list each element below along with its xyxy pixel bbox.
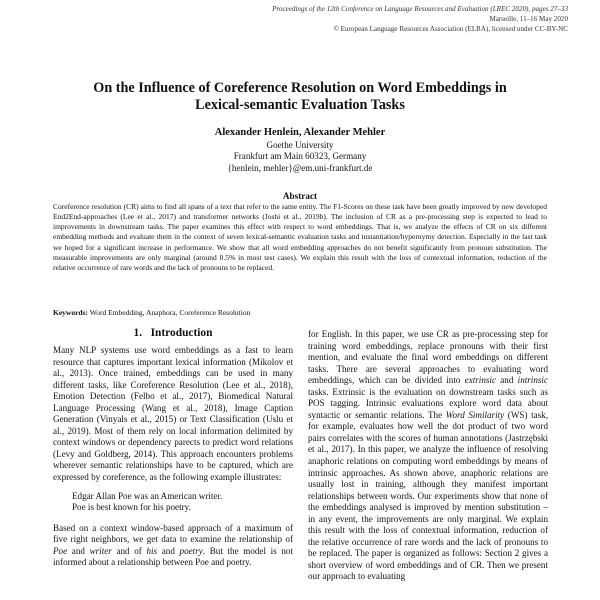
paragraph-2: Based on a context window-based approach of a maximum of five right neighbors, we get data to examine the relationship of Poe and writer and of his and poetry. But the model is not informed about a relationship between Poe and poetry. bbox=[53, 522, 293, 568]
university: Goethe University bbox=[266, 140, 334, 150]
email: {henlein, mehler}@em.uni-frankfurt.de bbox=[227, 162, 373, 173]
header-line-1: Proceedings of the 12th Conference on Language Resources and Evaluation (LREC 2020), pages 27–33 bbox=[272, 5, 568, 13]
section-title: Introduction bbox=[150, 327, 213, 339]
left-column bbox=[53, 345, 293, 569]
example-line-2: Poe is best known for his poetry. bbox=[72, 502, 191, 513]
example-block bbox=[53, 491, 293, 514]
paragraph-right: for English. In this paper, we use CR as pre-processing step for training word embeddings, replace pronouns with their first mention, and evaluate the final word embeddings on different tasks. There are several approaches to evaluating word embeddings, which can be divided into extrinsic and intrinsic tasks. Extrinsic is the evaluation on downstream tasks such as POS tagging. Intrinsic evaluations explore word data about syntactic or semantic relations. The Word Similarity (WS) task, for example, evaluates how well the dot product of two word pairs correlates with the scores of human annotations (Jastrzębski et al., 2017). In this paper, we analyze the influence of resolving anaphoric relations on computing word embeddings by means of intrinsic approaches. As shown above, anaphoric relations are usually lost in training, although they manifest important relationships between words. Our experiments show that none of the embeddings analysed is improved by mention substitution – in any event, the improvements are only marginal. We explain this result with the loss of contextual information, reduction of the relative occurrence of rare words and the lack of pronouns to be replaced. The paper is organized as follows: Section 2 gives a short overview of word embeddings and of CR. Then we present our approach to evaluating bbox=[308, 329, 548, 582]
title-line-2: Lexical-semantic Evaluation Tasks bbox=[195, 97, 405, 113]
header-line-3: © European Language Resources Association (ELRA), licensed under CC-BY-NC bbox=[333, 25, 568, 34]
example-line-1: Edgar Allan Poe was an American writer. bbox=[72, 490, 223, 501]
proceedings-header bbox=[272, 4, 568, 35]
section-number: 1. bbox=[133, 327, 143, 339]
right-column bbox=[308, 329, 548, 583]
affiliation bbox=[100, 140, 500, 174]
keywords-text: Word Embedding, Anaphora, Coreference Resolution bbox=[89, 308, 251, 317]
city: Frankfurt am Main 60323, Germany bbox=[233, 151, 367, 162]
paragraph-1: Many NLP systems use word embeddings as a fast to learn resource that captures important lexical information (Mikolov et al., 2013). Once trained, embeddings can be used in many different tasks, like Coreference Resolution (Lee et al., 2018), Emotion Detection (Felbo et al., 2017), Biomedical Natural Language Processing (Wang et al., 2018), Image Caption Generation (Vinyals et al., 2015) or Text Classification (Uslu et al., 2019). Most of them rely on local information delimited by context windows or dependency parects to predict word relations (Levy and Goldberg, 2014). This approach encounters problems wherever semantic relationships have to be captured, which are expressed by coreference, as the following example illustrates: bbox=[53, 345, 293, 483]
keywords bbox=[53, 308, 547, 317]
section-heading bbox=[53, 327, 293, 339]
title-line-1: On the Influence of Coreference Resolution on Word Embeddings in bbox=[93, 80, 507, 96]
paper-title bbox=[50, 80, 550, 114]
abstract-text: Coreference resolution (CR) aims to find all spans of a text that refer to the same entity. The F1-Scores on these task have been greatly improved by new developed End2End-approaches (Lee et al., 2017) and transformer networks (Joshi et al., 2019b). The inclusion of CR as a pre-processing step is expected to lead to improvements in downstream tasks. The paper examines this effect with respect to word embeddings. That is, we analyze the effects of CR on six different embedding methods and evaluate them in the context of seven lexical-semantic evaluation tasks and instantiation/hypernymy detection. Especially in the last task we hoped for a significant increase in performance. We show that all word embedding approaches do not benefit significantly from pronoun substitution. The measurable improvements are only marginal (around 0.5% in most test cases). We explain this result with the loss of contextual information, reduction of the relative occurrence of rare words and the lack of pronouns to be replaced. bbox=[53, 202, 547, 272]
authors: Alexander Henlein, Alexander Mehler bbox=[214, 127, 386, 138]
keywords-label: Keywords: bbox=[53, 308, 88, 317]
header-line-2: Marseille, 11–16 May 2020 bbox=[489, 15, 568, 24]
abstract-heading: Abstract bbox=[282, 191, 318, 201]
